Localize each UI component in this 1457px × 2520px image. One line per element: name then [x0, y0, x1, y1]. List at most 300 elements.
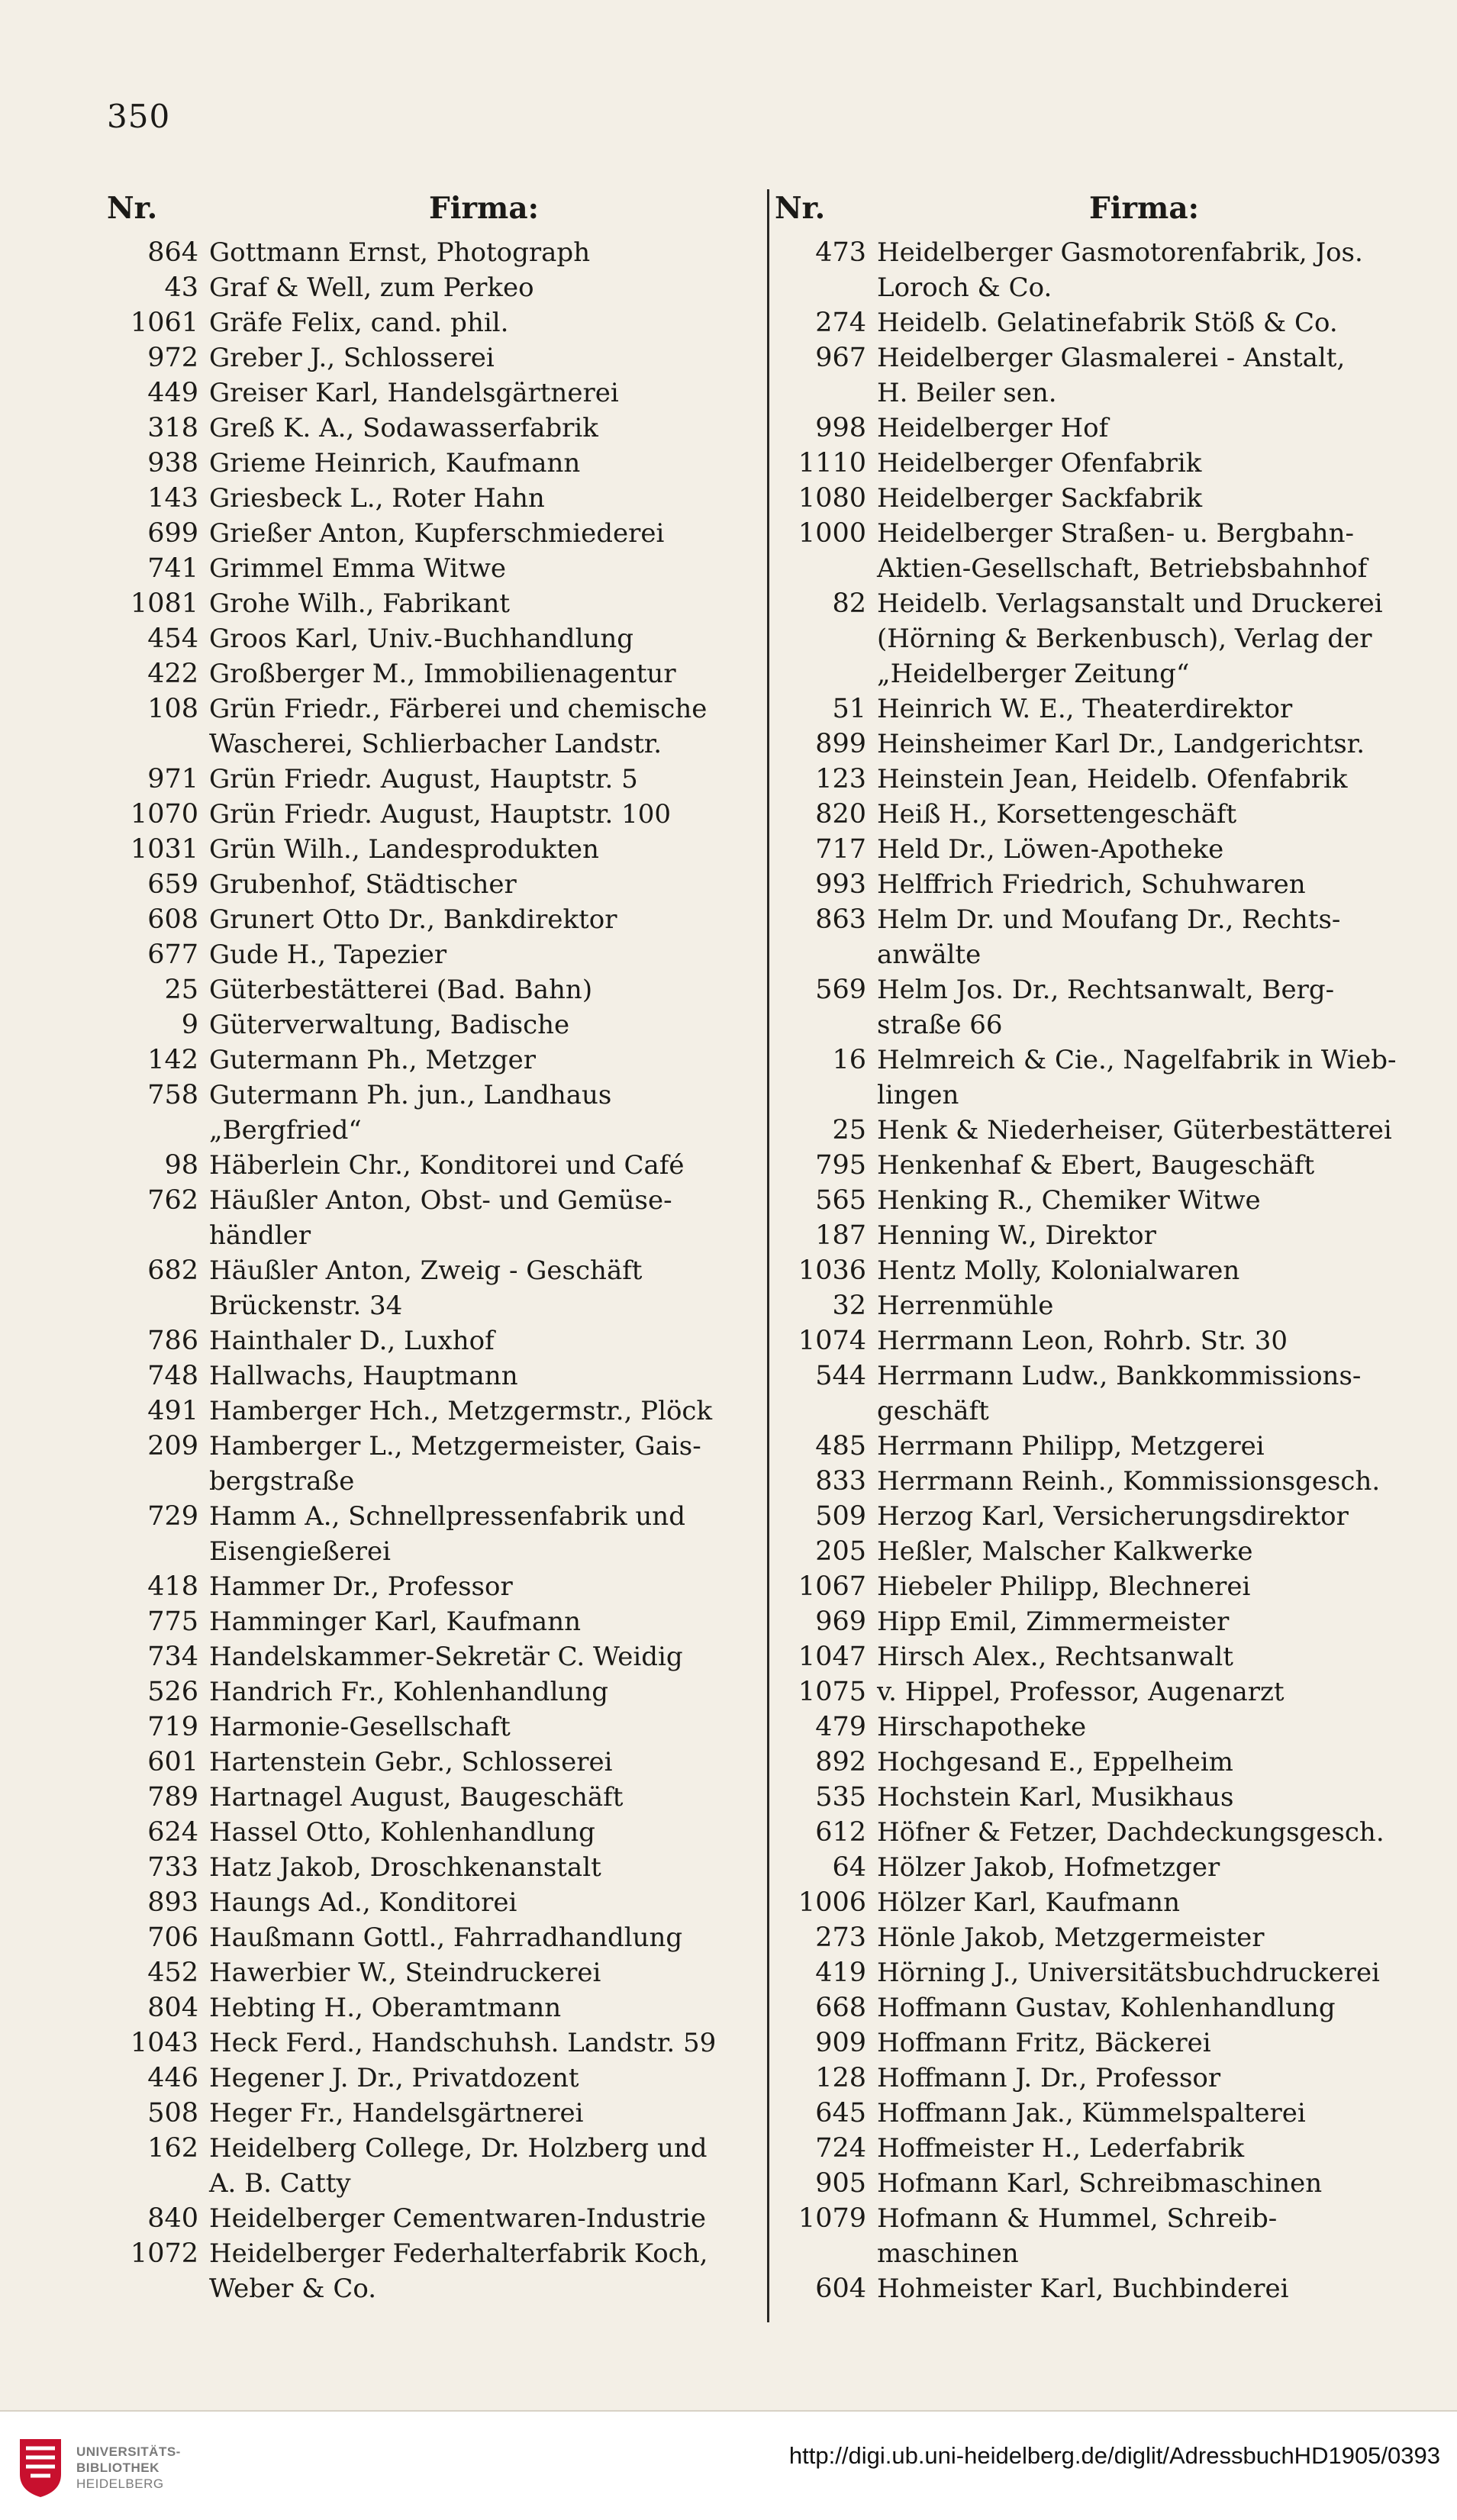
directory-entry [107, 1323, 763, 1358]
entry-number: 565 [815, 1185, 866, 1216]
directory-entry [775, 902, 1416, 972]
entry-number: 804 [147, 1993, 198, 2023]
entry-number: 833 [815, 1466, 866, 1497]
left-entry-list [107, 235, 763, 2306]
entry-firma-line: Hofmann & Hummel, Schreib- [877, 2203, 1278, 2234]
entry-number: 608 [147, 904, 198, 935]
entry-firma-line: Heck Ferd., Handschuhsh. Landstr. 59 [209, 2028, 717, 2058]
entry-firma [209, 551, 763, 586]
entry-number: 1072 [130, 2238, 198, 2269]
entry-firma-line: Hammer Dr., Professor [209, 1571, 513, 1602]
logo-line-1: UNIVERSITÄTS- [76, 2444, 181, 2459]
library-logo-text [76, 2444, 181, 2492]
entry-firma [209, 340, 763, 375]
entry-firma-line: Heßler, Malscher Kalkwerke [877, 1536, 1253, 1567]
entry-firma [877, 1323, 1416, 1358]
entry-firma-line: Hamm A., Schnellpressenfabrik und [209, 1501, 685, 1532]
entry-firma [877, 1710, 1416, 1745]
entry-number: 601 [147, 1747, 198, 1777]
entry-firma-line: anwälte [877, 939, 982, 970]
entry-firma-line: Heidelberger Straßen- u. Bergbahn- [877, 518, 1354, 549]
entry-firma-line: Hoffmann Fritz, Bäckerei [877, 2028, 1211, 2058]
directory-entry [775, 1674, 1416, 1710]
entry-firma-line: Grunert Otto Dr., Bankdirektor [209, 904, 617, 935]
entry-firma-line: Heidelberger Gasmotorenfabrik, Jos. [877, 237, 1363, 268]
entry-firma [877, 691, 1416, 727]
entry-firma [877, 1499, 1416, 1534]
directory-entry [775, 235, 1416, 305]
entry-number: 612 [815, 1817, 866, 1848]
entry-firma-line: Hamminger Karl, Kaufmann [209, 1606, 581, 1637]
entry-firma-line: Herrmann Ludw., Bankkommissions- [877, 1361, 1362, 1391]
entry-number: 535 [815, 1782, 866, 1813]
entry-number: 1000 [798, 518, 866, 549]
right-column-header [775, 191, 1416, 235]
entry-number: 786 [147, 1326, 198, 1356]
entry-firma-line: Heidelb. Gelatinefabrik Stöß & Co. [877, 308, 1338, 338]
entry-firma-line: Hartenstein Gebr., Schlosserei [209, 1747, 613, 1777]
right-entry-list [775, 235, 1416, 2306]
directory-entry [775, 2061, 1416, 2096]
entry-firma [877, 1113, 1416, 1148]
entry-number: 1070 [130, 799, 198, 830]
entry-firma [877, 902, 1416, 972]
entry-firma [877, 2201, 1416, 2271]
entry-firma-line: Handelskammer-Sekretär C. Weidig [209, 1642, 683, 1672]
entry-firma-line: Heidelberger Federhalterfabrik Koch, [209, 2238, 708, 2269]
directory-entry [775, 1955, 1416, 1990]
entry-firma [209, 2096, 763, 2131]
entry-number: 1074 [798, 1326, 866, 1356]
left-column [107, 191, 763, 2306]
directory-entry [775, 1218, 1416, 1253]
directory-entry [775, 2166, 1416, 2201]
directory-entry [107, 481, 763, 516]
directory-entry [107, 1955, 763, 1990]
entry-firma-line: Heidelberger Cementwaren-Industrie [209, 2203, 707, 2234]
entry-firma [209, 1604, 763, 1639]
entry-firma [877, 867, 1416, 902]
entry-firma [877, 1218, 1416, 1253]
directory-entry [107, 1007, 763, 1042]
entry-firma-line: Güterbestätterei (Bad. Bahn) [209, 975, 593, 1005]
directory-entry [107, 656, 763, 691]
directory-entry [107, 1429, 763, 1499]
directory-entry [107, 1148, 763, 1183]
entry-number: 16 [832, 1045, 866, 1075]
right-column [775, 191, 1416, 2306]
entry-number: 969 [815, 1606, 866, 1637]
directory-entry [107, 1674, 763, 1710]
entry-number: 1036 [798, 1255, 866, 1286]
entry-firma [209, 656, 763, 691]
entry-number: 1061 [130, 308, 198, 338]
entry-firma-line: Häußler Anton, Zweig - Geschäft [209, 1255, 643, 1286]
entry-number: 659 [147, 869, 198, 900]
directory-entry [107, 2131, 763, 2201]
directory-entry [775, 1113, 1416, 1148]
entry-number: 624 [147, 1817, 198, 1848]
directory-entry [775, 446, 1416, 481]
entry-firma-line: lingen [877, 1080, 959, 1110]
entry-firma [209, 1183, 763, 1253]
entry-number: 840 [147, 2203, 198, 2234]
entry-firma-line: Greber J., Schlosserei [209, 343, 495, 373]
entry-number: 967 [815, 343, 866, 373]
entry-number: 1006 [798, 1887, 866, 1918]
directory-entry [775, 2271, 1416, 2306]
entry-firma [209, 1078, 763, 1148]
entry-firma-line: Gottmann Ernst, Photograph [209, 237, 591, 268]
entry-firma-line: Heidelberger Hof [877, 413, 1109, 443]
entry-firma [877, 2096, 1416, 2131]
entry-firma [877, 340, 1416, 411]
entry-number: 971 [147, 764, 198, 794]
directory-entry [107, 1499, 763, 1569]
entry-firma-line: Handrich Fr., Kohlenhandlung [209, 1677, 608, 1707]
directory-entry [775, 1148, 1416, 1183]
entry-firma-line: Herzog Karl, Versicherungsdirektor [877, 1501, 1349, 1532]
directory-entry [775, 411, 1416, 446]
directory-entry [107, 375, 763, 411]
directory-entry [775, 762, 1416, 797]
entry-firma-line: Henk & Niederheiser, Güterbestätterei [877, 1115, 1392, 1146]
entry-firma-line: Grün Friedr. August, Hauptstr. 100 [209, 799, 671, 830]
entry-firma [209, 902, 763, 937]
entry-number: 25 [832, 1115, 866, 1146]
entry-number: 645 [815, 2098, 866, 2128]
entry-firma [877, 235, 1416, 305]
directory-entry [775, 2131, 1416, 2166]
directory-entry [775, 1780, 1416, 1815]
entry-firma-line: „Bergfried“ [209, 1115, 362, 1146]
entry-firma-line: Graf & Well, zum Perkeo [209, 272, 534, 303]
entry-firma [209, 1745, 763, 1780]
entry-firma-line: Gude H., Tapezier [209, 939, 447, 970]
directory-entry [775, 1534, 1416, 1569]
entry-number: 863 [815, 904, 866, 935]
entry-number: 938 [147, 448, 198, 479]
entry-number: 526 [147, 1677, 198, 1707]
entry-number: 1080 [798, 483, 866, 514]
entry-firma-line: Aktien-Gesellschaft, Betriebsbahnhof [877, 553, 1368, 584]
directory-entry [775, 1745, 1416, 1780]
entry-firma-line: Herrenmühle [877, 1291, 1054, 1321]
entry-number: 993 [815, 869, 866, 900]
entry-firma-line: straße 66 [877, 1010, 1003, 1040]
directory-entry [107, 1710, 763, 1745]
directory-entry [107, 2025, 763, 2061]
entry-firma-line: Hönle Jakob, Metzgermeister [877, 1922, 1265, 1953]
entry-firma [877, 2271, 1416, 2306]
right-nr-heading: Nr. [775, 191, 826, 226]
directory-entry [107, 1569, 763, 1604]
entry-firma [209, 1780, 763, 1815]
entry-number: 274 [815, 308, 866, 338]
entry-firma-line: Grimmel Emma Witwe [209, 553, 507, 584]
directory-entry [775, 1358, 1416, 1429]
entry-firma-line: Hawerbier W., Steindruckerei [209, 1958, 601, 1988]
entry-number: 677 [147, 939, 198, 970]
directory-entry [107, 1639, 763, 1674]
entry-number: 1047 [798, 1642, 866, 1672]
directory-entry [775, 1323, 1416, 1358]
entry-firma-line: maschinen [877, 2238, 1019, 2269]
entry-number: 508 [147, 2098, 198, 2128]
entry-number: 719 [147, 1712, 198, 1742]
entry-number: 318 [147, 413, 198, 443]
entry-number: 509 [815, 1501, 866, 1532]
entry-firma [209, 1007, 763, 1042]
entry-number: 820 [815, 799, 866, 830]
directory-entry [107, 1183, 763, 1253]
logo-line-2: BIBLIOTHEK [76, 2460, 160, 2475]
entry-firma [209, 2025, 763, 2061]
entry-firma [209, 516, 763, 551]
directory-entry [775, 340, 1416, 411]
directory-entry [107, 797, 763, 832]
entry-firma [877, 1780, 1416, 1815]
entry-firma-line: Heinsheimer Karl Dr., Landgerichtsr. [877, 729, 1365, 759]
entry-firma [877, 305, 1416, 340]
entry-firma [209, 1148, 763, 1183]
directory-entry [775, 1183, 1416, 1218]
entry-number: 209 [147, 1431, 198, 1461]
page-number: 350 [107, 98, 171, 135]
entry-firma-line: Hörning J., Universitätsbuchdruckerei [877, 1958, 1380, 1988]
footer-bar [0, 2412, 1457, 2520]
entry-firma-line: Herrmann Leon, Rohrb. Str. 30 [877, 1326, 1288, 1356]
directory-entry [775, 867, 1416, 902]
entry-firma [877, 2025, 1416, 2061]
entry-number: 604 [815, 2273, 866, 2304]
entry-firma-line: Grün Friedr. August, Hauptstr. 5 [209, 764, 638, 794]
directory-entry [775, 586, 1416, 691]
entry-number: 758 [147, 1080, 198, 1110]
entry-firma [877, 1850, 1416, 1885]
entry-firma-line: bergstraße [209, 1466, 355, 1497]
entry-firma-line: A. B. Catty [209, 2168, 351, 2199]
entry-firma [877, 1148, 1416, 1183]
directory-entry [107, 762, 763, 797]
directory-entry [775, 516, 1416, 586]
entry-firma-line: Heidelberger Sackfabrik [877, 483, 1203, 514]
entry-firma [209, 1639, 763, 1674]
directory-entry [107, 2061, 763, 2096]
entry-number: 162 [147, 2133, 198, 2164]
entry-firma [877, 972, 1416, 1042]
entry-firma-line: Hoffmann J. Dr., Professor [877, 2063, 1221, 2093]
entry-firma [209, 375, 763, 411]
entry-number: 187 [815, 1220, 866, 1251]
directory-entry [107, 1920, 763, 1955]
entry-firma [877, 762, 1416, 797]
entry-firma [209, 972, 763, 1007]
entry-number: 479 [815, 1712, 866, 1742]
entry-number: 864 [147, 237, 198, 268]
entry-firma [209, 1955, 763, 1990]
entry-number: 789 [147, 1782, 198, 1813]
entry-firma [877, 586, 1416, 691]
directory-entry [775, 1639, 1416, 1674]
entry-number: 724 [815, 2133, 866, 2164]
library-logo [14, 2435, 181, 2500]
entry-number: 1110 [798, 448, 866, 479]
directory-entry [107, 937, 763, 972]
entry-firma-line: Hohmeister Karl, Buchbinderei [877, 2273, 1289, 2304]
directory-entry [775, 1042, 1416, 1113]
entry-firma-line: Heinstein Jean, Heidelb. Ofenfabrik [877, 764, 1348, 794]
entry-firma-line: Hoffmann Gustav, Kohlenhandlung [877, 1993, 1336, 2023]
entry-firma [209, 691, 763, 762]
directory-entry [775, 1253, 1416, 1288]
library-seal-icon [14, 2435, 67, 2500]
entry-firma [877, 1464, 1416, 1499]
directory-entry [775, 832, 1416, 867]
entry-firma-line: Herrmann Reinh., Kommissionsgesch. [877, 1466, 1381, 1497]
entry-firma [209, 2131, 763, 2201]
entry-number: 998 [815, 413, 866, 443]
directory-entry [107, 340, 763, 375]
entry-firma-line: Hegener J. Dr., Privatdozent [209, 2063, 579, 2093]
entry-firma [877, 1990, 1416, 2025]
entry-firma-line: Weber & Co. [209, 2273, 377, 2304]
entry-number: 123 [815, 764, 866, 794]
entry-firma [209, 2201, 763, 2236]
entry-firma [877, 1674, 1416, 1710]
entry-firma-line: Grün Wilh., Landesprodukten [209, 834, 599, 865]
directory-entry [775, 1885, 1416, 1920]
entry-number: 682 [147, 1255, 198, 1286]
entry-firma [209, 1885, 763, 1920]
directory-entry [775, 1815, 1416, 1850]
directory-entry [775, 2096, 1416, 2131]
entry-firma-line: Hentz Molly, Kolonialwaren [877, 1255, 1240, 1286]
directory-entry [107, 1042, 763, 1078]
entry-firma [877, 832, 1416, 867]
entry-firma [209, 1920, 763, 1955]
entry-firma [877, 1639, 1416, 1674]
entry-firma-line: Hoffmeister H., Lederfabrik [877, 2133, 1245, 2164]
entry-number: 9 [181, 1010, 198, 1040]
directory-entry [775, 305, 1416, 340]
entry-number: 446 [147, 2063, 198, 2093]
directory-entry [775, 797, 1416, 832]
left-firma-heading: Firma: [429, 191, 539, 226]
entry-firma [877, 2061, 1416, 2096]
entry-firma [877, 2166, 1416, 2201]
entry-firma-line: Hofmann Karl, Schreibmaschinen [877, 2168, 1323, 2199]
entry-number: 1081 [130, 588, 198, 619]
entry-firma-line: Greß K. A., Sodawasserfabrik [209, 413, 598, 443]
entry-firma-line: geschäft [877, 1396, 989, 1426]
entry-firma-line: Hochstein Karl, Musikhaus [877, 1782, 1234, 1813]
entry-number: 699 [147, 518, 198, 549]
entry-number: 82 [832, 588, 866, 619]
entry-firma-line: Hirschapotheke [877, 1712, 1087, 1742]
entry-firma-line: Hölzer Karl, Kaufmann [877, 1887, 1180, 1918]
entry-number: 128 [815, 2063, 866, 2093]
entry-firma [877, 1920, 1416, 1955]
entry-firma-line: Heidelberg College, Dr. Holzberg und [209, 2133, 708, 2164]
entry-firma [209, 1429, 763, 1499]
directory-entry [107, 586, 763, 621]
directory-entry [107, 235, 763, 270]
entry-firma-line: Hiebeler Philipp, Blechnerei [877, 1571, 1251, 1602]
entry-firma [209, 1710, 763, 1745]
source-url-link[interactable]: http://digi.ub.uni-heidelberg.de/diglit/AdressbuchHD1905/0393 [788, 2442, 1440, 2469]
entry-firma [877, 1955, 1416, 1990]
entry-number: 1031 [130, 834, 198, 865]
entry-number: 418 [147, 1571, 198, 1602]
entry-firma-line: Loroch & Co. [877, 272, 1052, 303]
entry-number: 741 [147, 553, 198, 584]
entry-firma-line: Heinrich W. E., Theaterdirektor [877, 694, 1293, 724]
directory-entry [775, 1429, 1416, 1464]
entry-firma-line: Heidelb. Verlagsanstalt und Druckerei [877, 588, 1383, 619]
directory-entry [107, 902, 763, 937]
entry-firma-line: Hochgesand E., Eppelheim [877, 1747, 1233, 1777]
entry-number: 142 [147, 1045, 198, 1075]
directory-entry [775, 2025, 1416, 2061]
entry-firma [877, 727, 1416, 762]
entry-firma-line: (Hörning & Berkenbusch), Verlag der [877, 624, 1372, 654]
entry-firma [877, 411, 1416, 446]
directory-entry [107, 867, 763, 902]
entry-firma [877, 516, 1416, 586]
entry-firma [877, 1042, 1416, 1113]
entry-number: 775 [147, 1606, 198, 1637]
directory-entry [107, 1780, 763, 1815]
entry-firma [209, 481, 763, 516]
entry-number: 729 [147, 1501, 198, 1532]
entry-firma-line: Grießer Anton, Kupferschmiederei [209, 518, 665, 549]
directory-entry [775, 1464, 1416, 1499]
directory-entry [107, 446, 763, 481]
entry-number: 51 [832, 694, 866, 724]
entry-number: 32 [832, 1291, 866, 1321]
left-nr-heading: Nr. [107, 191, 158, 226]
directory-entry [107, 2236, 763, 2306]
entry-firma-line: Henkenhaf & Ebert, Baugeschäft [877, 1150, 1315, 1181]
entry-firma-line: Helffrich Friedrich, Schuhwaren [877, 869, 1306, 900]
entry-number: 899 [815, 729, 866, 759]
entry-firma [209, 1674, 763, 1710]
entry-firma-line: Hamberger L., Metzgermeister, Gais- [209, 1431, 701, 1461]
entry-firma-line: Helm Dr. und Moufang Dr., Rechts- [877, 904, 1341, 935]
entry-number: 668 [815, 1993, 866, 2023]
directory-entry [107, 1394, 763, 1429]
directory-entry [107, 1358, 763, 1394]
entry-firma [209, 2061, 763, 2096]
entry-number: 1075 [798, 1677, 866, 1707]
entry-firma-line: Hipp Emil, Zimmermeister [877, 1606, 1230, 1637]
directory-entry [107, 1885, 763, 1920]
entry-firma-line: Hallwachs, Hauptmann [209, 1361, 518, 1391]
entry-firma [209, 1042, 763, 1078]
entry-firma-line: Held Dr., Löwen-Apotheke [877, 834, 1224, 865]
entry-firma-line: Brückenstr. 34 [209, 1291, 403, 1321]
entry-firma [877, 446, 1416, 481]
entry-firma [877, 1885, 1416, 1920]
directory-entry [775, 481, 1416, 516]
entry-firma-line: Grubenhof, Städtischer [209, 869, 517, 900]
entry-firma-line: Helm Jos. Dr., Rechtsanwalt, Berg- [877, 975, 1335, 1005]
entry-number: 143 [147, 483, 198, 514]
entry-firma-line: Eisengießerei [209, 1536, 391, 1567]
entry-firma-line: Hartnagel August, Baugeschäft [209, 1782, 624, 1813]
entry-firma [209, 235, 763, 270]
